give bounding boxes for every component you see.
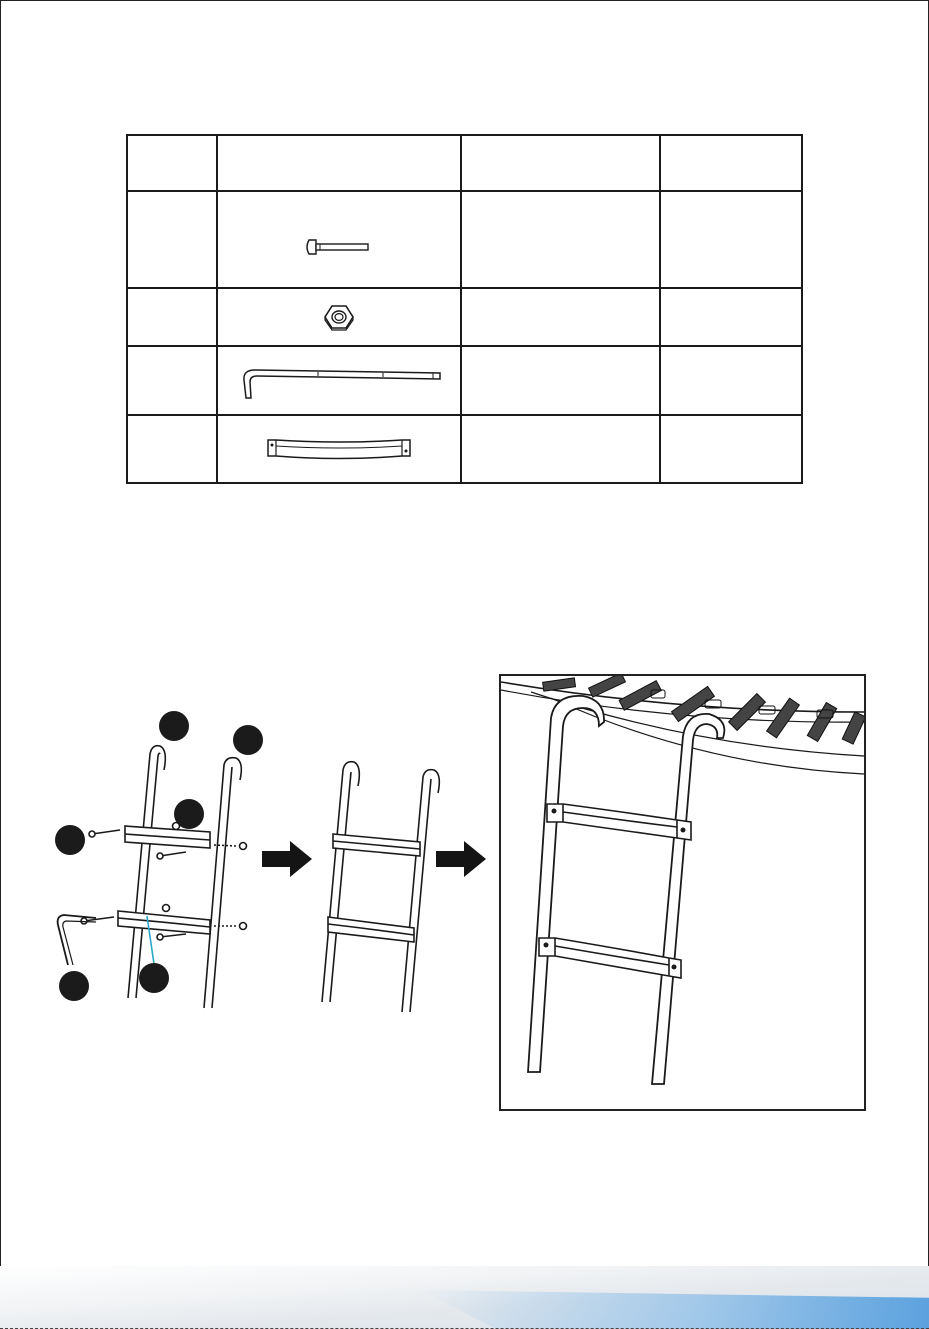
assembly-diagram	[0, 0, 499, 1100]
callout-bubble	[139, 963, 169, 993]
row-qty	[660, 346, 802, 415]
right-arrow-icon	[436, 841, 486, 877]
right-arrow-icon	[262, 841, 312, 877]
assembled-ladder	[322, 762, 439, 1012]
row-qty	[660, 415, 802, 483]
callout-bubble	[233, 725, 263, 755]
row-qty	[660, 191, 802, 288]
callout-bubble	[59, 971, 89, 1001]
callout-bubble	[55, 825, 85, 855]
row-qty	[660, 288, 802, 346]
installed-ladder-view	[499, 674, 866, 1111]
callout-bubble	[159, 711, 189, 741]
callout-bubble	[174, 799, 204, 829]
trampoline-ladder-illustration	[501, 676, 864, 1109]
header-qty	[660, 135, 802, 191]
